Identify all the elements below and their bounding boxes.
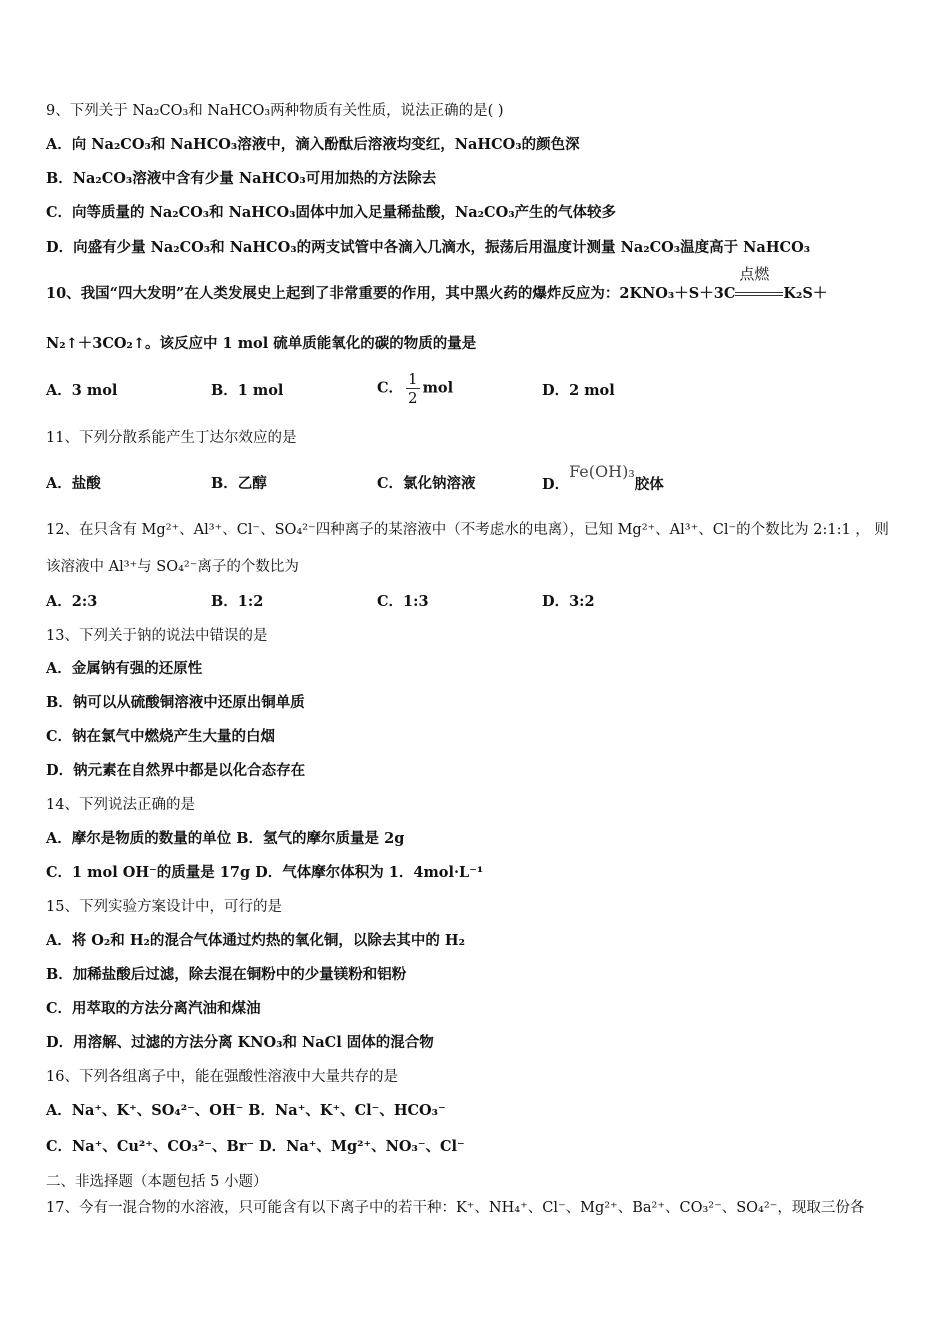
q10-option-c xyxy=(377,370,453,407)
q13-option-c: C．钠在氯气中燃烧产生大量的白烟 xyxy=(46,728,276,745)
q14-options-cd: C．1 mol OH⁻的质量是 17g D．气体摩尔体积为 1．4mol·L⁻¹ xyxy=(46,864,484,881)
q10-option-c-prefix: C． xyxy=(377,379,404,397)
q12-stem-line2: 该溶液中 Al³⁺与 SO₄²⁻离子的个数比为 xyxy=(46,559,299,575)
q15-stem: 15、下列实验方案设计中，可行的是 xyxy=(46,899,282,915)
q12-option-a: A．2:3 xyxy=(46,593,98,610)
q10-option-c-unit: mol xyxy=(422,379,454,397)
q14-options-ab: A．摩尔是物质的数量的单位 B．氢气的摩尔质量是 2g xyxy=(46,830,405,847)
q11-option-c: C．氯化钠溶液 xyxy=(377,475,476,492)
q12-option-b: B．1:2 xyxy=(211,593,264,610)
q10-c-denominator: 2 xyxy=(408,389,418,407)
q11-option-d-formula: Fe(OH)₃ xyxy=(569,462,635,481)
q10-stem-line2: N₂↑＋3CO₂↑。该反应中 1 mol 硫单质能氧化的碳的物质的量是 xyxy=(46,335,477,352)
q11-option-d xyxy=(542,462,664,495)
q11-option-d-prefix: D． xyxy=(542,476,570,493)
section-heading: 二、非选择题（本题包括 5 小题） xyxy=(46,1174,268,1190)
reaction-arrow-condition xyxy=(735,265,783,304)
q10-stem-line1 xyxy=(46,265,828,304)
q9-option-a: A．向 Na₂CO₃和 NaHCO₃溶液中，滴入酚酞后溶液均变红，NaHCO₃的颜色深 xyxy=(46,136,580,153)
q10-option-d: D．2 mol xyxy=(542,382,615,399)
q9-option-c: C．向等质量的 Na₂CO₃和 NaHCO₃固体中加入足量稀盐酸，Na₂CO₃产生的气体较多 xyxy=(46,204,617,221)
q9-stem: 9、下列关于 Na₂CO₃和 NaHCO₃两种物质有关性质，说法正确的是( ) xyxy=(46,103,504,119)
q11-stem: 11、下列分散系能产生丁达尔效应的是 xyxy=(46,430,297,446)
q10-c-numerator: 1 xyxy=(408,370,418,388)
q15-option-c: C．用萃取的方法分离汽油和煤油 xyxy=(46,1000,261,1017)
q12-stem-line1: 12、在只含有 Mg²⁺、Al³⁺、Cl⁻、SO₄²⁻四种离子的某溶液中（不考虑水的电离），已知 Mg²⁺、Al³⁺、Cl⁻的个数比为 2:1:1 ， 则 xyxy=(46,522,889,538)
q14-stem: 14、下列说法正确的是 xyxy=(46,797,195,813)
q11-option-d-suffix: 胶体 xyxy=(634,476,664,493)
q16-stem: 16、下列各组离子中，能在强酸性溶液中大量共存的是 xyxy=(46,1069,398,1085)
q10-option-a: A．3 mol xyxy=(46,382,118,399)
q12-option-c: C．1:3 xyxy=(377,593,429,610)
q13-option-a: A．金属钠有强的还原性 xyxy=(46,660,203,677)
q10-condition: 点燃 xyxy=(739,265,770,283)
q11-option-b: B．乙醇 xyxy=(211,475,267,492)
q17-stem-line1: 17、今有一混合物的水溶液，只可能含有以下离子中的若干种：K⁺、NH₄⁺、Cl⁻、Mg²⁺、Ba²⁺、CO₃²⁻、SO₄²⁻，现取三份各 xyxy=(46,1200,865,1216)
q13-option-b: B．钠可以从硫酸铜溶液中还原出铜单质 xyxy=(46,694,305,711)
q10-stem-pre: 10、我国“四大发明”在人类发展史上起到了非常重要的作用，其中黑火药的爆炸反应为：2KNO₃＋S＋3C xyxy=(46,285,736,302)
q9-option-b: B．Na₂CO₃溶液中含有少量 NaHCO₃可用加热的方法除去 xyxy=(46,170,437,187)
q15-option-d: D．用溶解、过滤的方法分离 KNO₃和 NaCl 固体的混合物 xyxy=(46,1034,434,1051)
q13-stem: 13、下列关于钠的说法中错误的是 xyxy=(46,628,268,644)
q13-option-d: D．钠元素在自然界中都是以化合态存在 xyxy=(46,762,306,779)
q10-stem-post: K₂S＋ xyxy=(783,285,828,302)
q16-options-cd: C．Na⁺、Cu²⁺、CO₃²⁻、Br⁻ D．Na⁺、Mg²⁺、NO₃⁻、Cl⁻ xyxy=(46,1138,465,1155)
q16-options-ab: A．Na⁺、K⁺、SO₄²⁻、OH⁻ B．Na⁺、K⁺、Cl⁻、HCO₃⁻ xyxy=(46,1102,446,1119)
q15-option-a: A．将 O₂和 H₂的混合气体通过灼热的氧化铜，以除去其中的 H₂ xyxy=(46,932,465,949)
q10-option-b: B．1 mol xyxy=(211,382,284,399)
q11-option-a: A．盐酸 xyxy=(46,475,101,492)
q12-option-d: D．3:2 xyxy=(542,593,595,610)
q15-option-b: B．加稀盐酸后过滤，除去混在铜粉中的少量镁粉和铝粉 xyxy=(46,966,407,983)
fraction-one-half xyxy=(406,370,420,407)
q9-option-d: D．向盛有少量 Na₂CO₃和 NaHCO₃的两支试管中各滴入几滴水，振荡后用温度计测量 Na₂CO₃温度高于 NaHCO₃ xyxy=(46,239,811,256)
